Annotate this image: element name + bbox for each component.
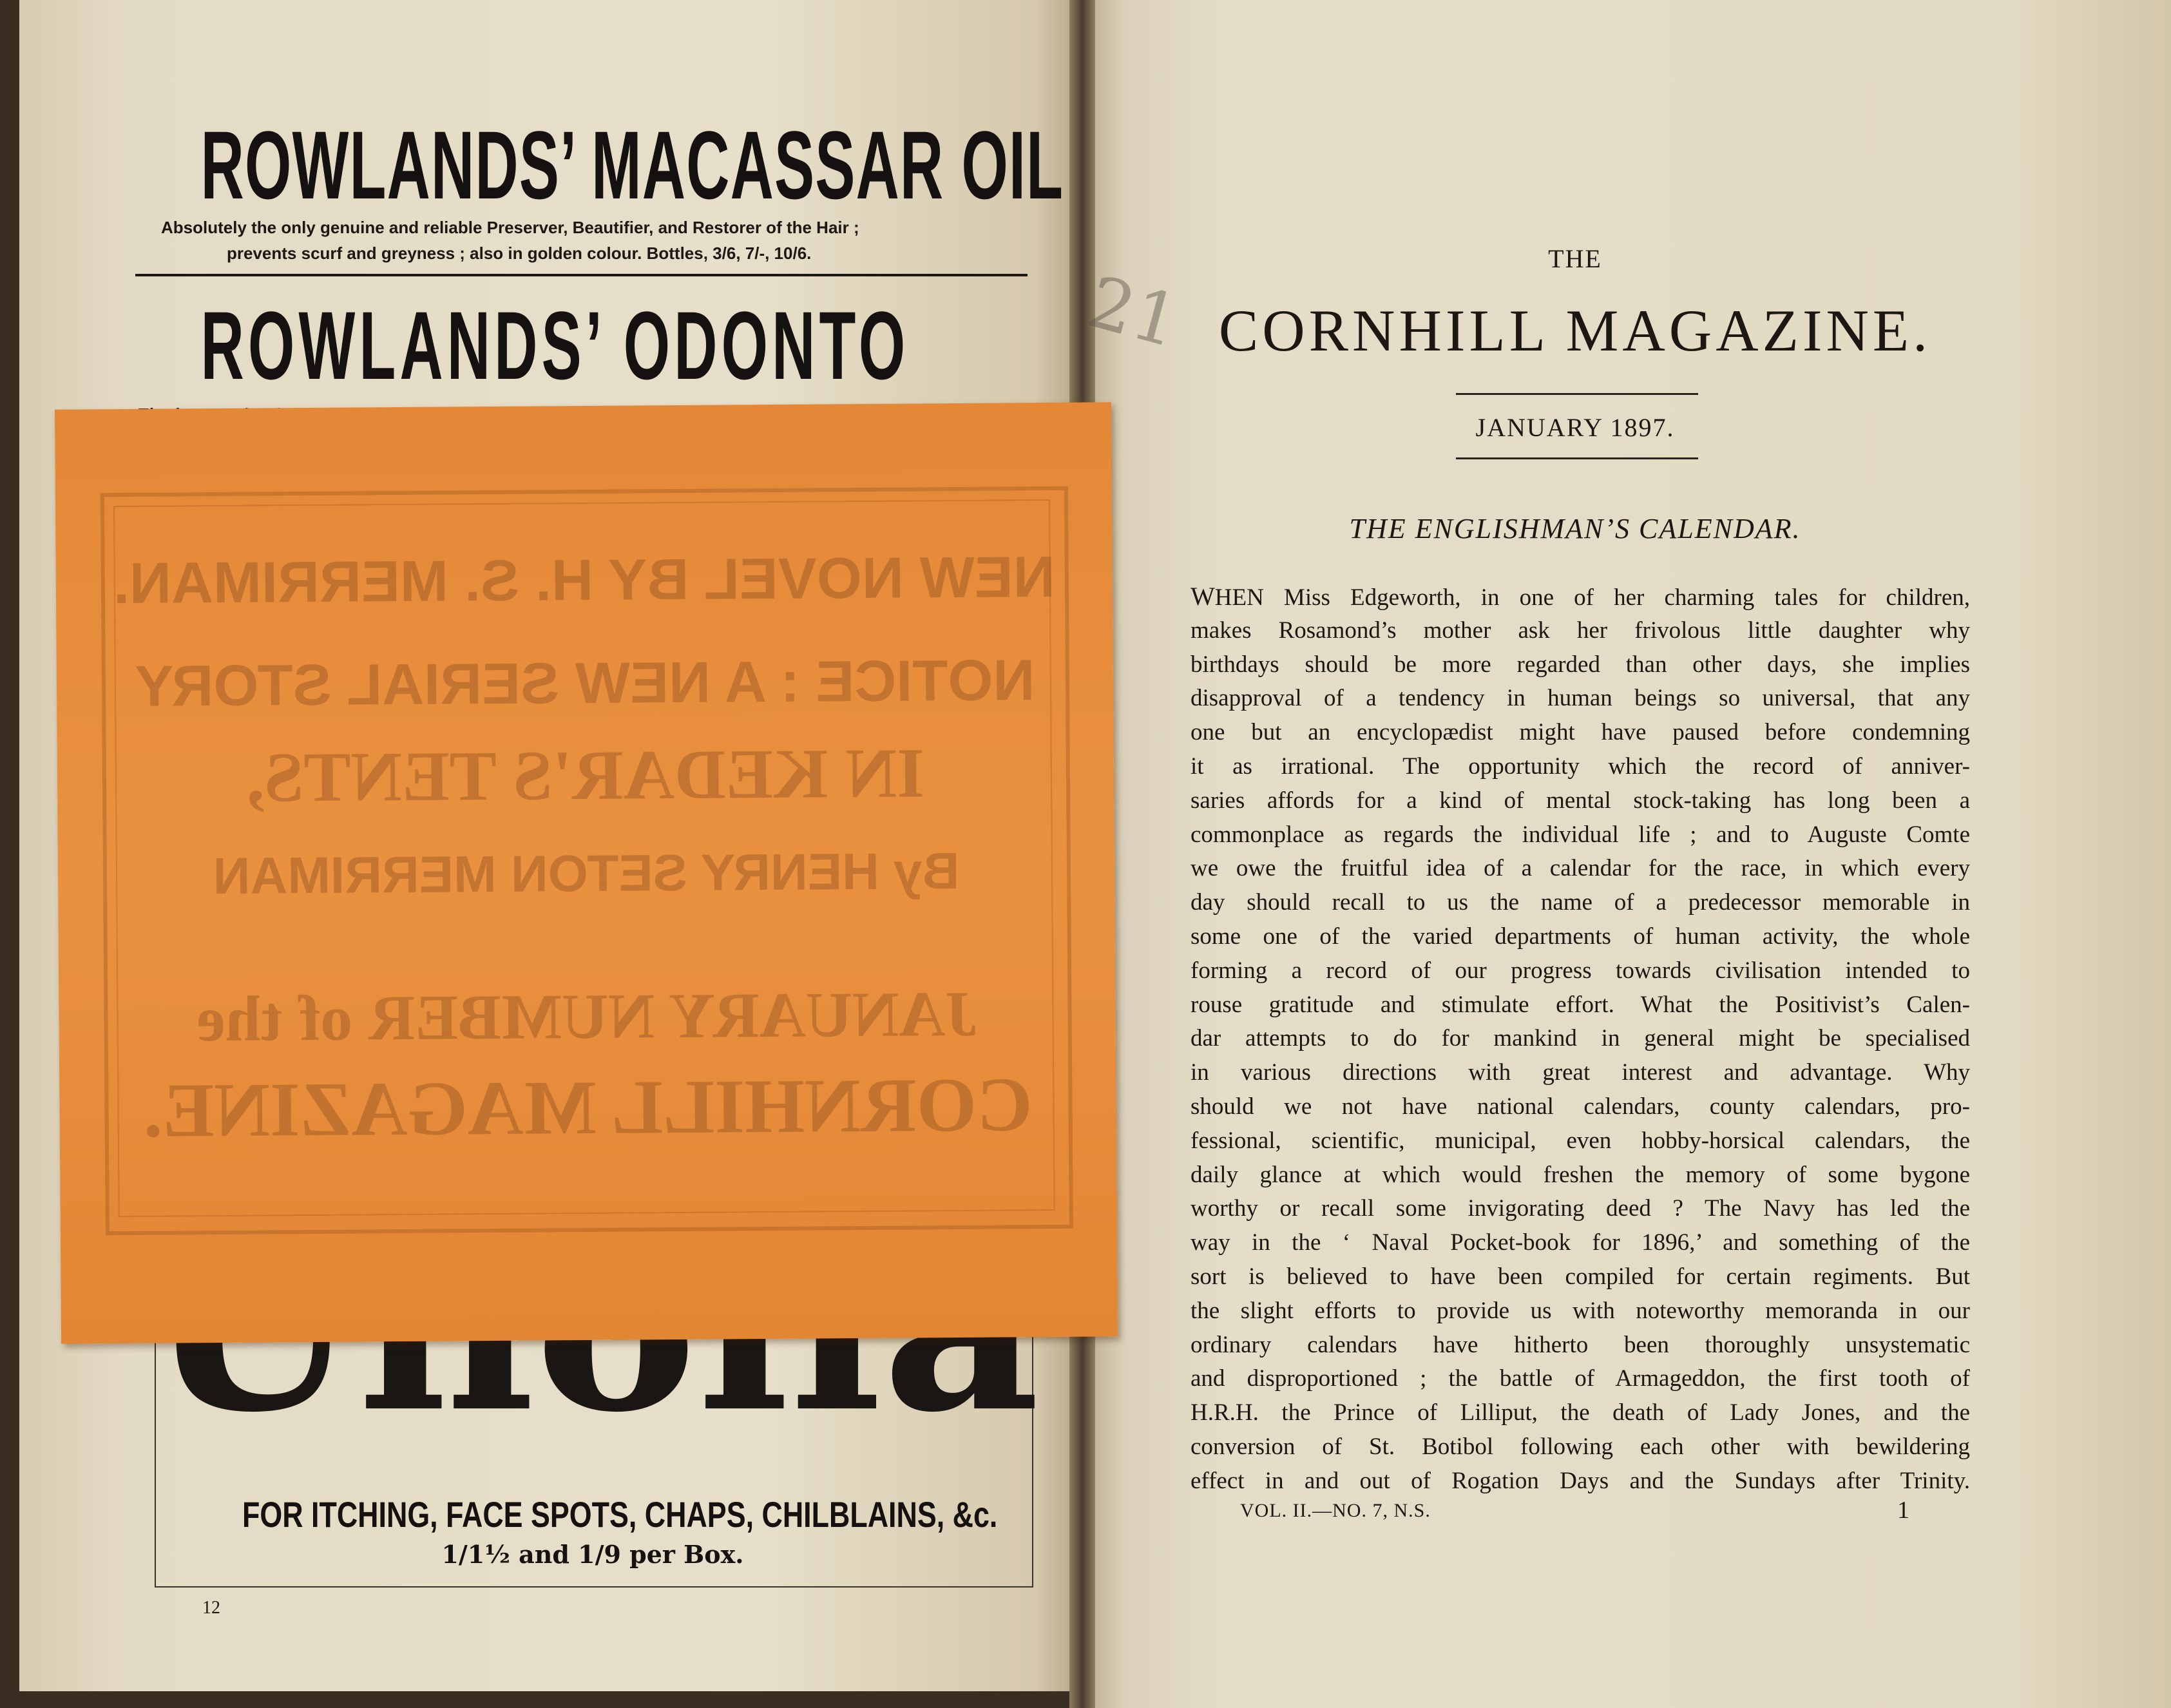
body-line: makes Rosamond’s mother ask her frivolous little daughter why xyxy=(1191,617,1970,644)
body-line: we owe the fruitful idea of a calendar for the race, in which every xyxy=(1191,855,1970,882)
slip-ghost-text: NOTICE : A NEW SERIAL STORY xyxy=(135,648,1035,719)
article-body xyxy=(1191,580,1970,1499)
body-line: WHEN Miss Edgeworth, in one of her charming tales for children, xyxy=(1191,582,1970,611)
body-line: and disproportioned ; the battle of Armageddon, the first tooth of xyxy=(1191,1365,1970,1392)
body-line: should we not have national calendars, county calendars, pro- xyxy=(1191,1093,1970,1120)
masthead-title: CORNHILL MAGAZINE. xyxy=(1218,298,1932,363)
body-line: some one of the varied departments of human activity, the whole xyxy=(1191,923,1970,950)
slip-ghost-text: CORNHILL MAGAZINE. xyxy=(142,1061,1033,1153)
body-line: H.R.H. the Prince of Lilliput, the death of Lady Jones, and the xyxy=(1191,1399,1970,1426)
body-line: commonplace as regards the individual life ; and to Auguste Comte xyxy=(1191,821,1970,848)
date-rule-top xyxy=(1456,393,1698,395)
body-line: daily glance at which would freshen the memory of some bygone xyxy=(1191,1161,1970,1188)
body-line: birthdays should be more regarded than other days, she implies xyxy=(1191,651,1970,678)
ad-divider xyxy=(135,274,1028,276)
article-heading: THE ENGLISHMAN’S CALENDAR. xyxy=(1349,513,1801,544)
body-line: forming a record of our progress towards civilisation intended to xyxy=(1191,957,1970,984)
issue-date: JANUARY 1897. xyxy=(1475,413,1675,442)
body-line: saries affords for a kind of mental stock-taking has long been a xyxy=(1191,787,1970,814)
pencil-mark: 21 xyxy=(1079,260,1189,363)
body-line: ordinary calendars have hitherto been thoroughly unsystematic xyxy=(1191,1331,1970,1358)
body-line: way in the ‘ Naval Pocket-book for 1896,’ and something of the xyxy=(1191,1229,1970,1256)
right-page-number: 1 xyxy=(1897,1497,1909,1524)
orange-insert-slip xyxy=(55,402,1118,1343)
body-line: day should recall to us the name of a predecessor memorable in xyxy=(1191,889,1970,916)
macassar-oil-title: ROWLANDS’ MACASSAR OIL xyxy=(200,111,1064,219)
body-line: dar attempts to do for mankind in general might be specialised xyxy=(1191,1025,1970,1052)
body-line: fessional, scientific, municipal, even hobby-horsical calendars, the xyxy=(1191,1127,1970,1154)
odonto-title: ROWLANDS’ ODONTO xyxy=(200,291,910,399)
volume-footer: VOL. II.—NO. 7, N.S. xyxy=(1240,1500,1431,1521)
body-line: conversion of St. Botibol following each other with bewildering xyxy=(1191,1433,1970,1460)
unola-line: FOR ITCHING, FACE SPOTS, CHAPS, CHILBLAINS, &c. xyxy=(242,1494,998,1535)
body-line: rouse gratitude and stimulate effort. What the Positivist’s Calen- xyxy=(1191,991,1970,1018)
body-line: in various directions with great interest and advantage. Why xyxy=(1191,1059,1970,1086)
body-line: it as irrational. The opportunity which the record of anniver- xyxy=(1191,753,1970,780)
left-page-number: 12 xyxy=(202,1598,220,1618)
macassar-oil-line-1: Absolutely the only genuine and reliable Preserver, Beautifier, and Restorer of the Hair ; xyxy=(161,218,859,237)
body-line: disapproval of a tendency in human beings so universal, that any xyxy=(1191,685,1970,712)
slip-ghost-text: IN KEDAR'S TENTS, xyxy=(246,733,925,817)
slip-ghost-text: NEW NOVEL BY H. S. MERRIMAN. xyxy=(113,544,1056,617)
slip-ghost-text: JANUARY NUMBER of the xyxy=(196,977,978,1055)
body-line: one but an encyclopædist might have paused before condemning xyxy=(1191,719,1970,746)
body-line: effect in and out of Rogation Days and the Sundays after Trinity. xyxy=(1191,1467,1970,1494)
date-rule-bottom xyxy=(1456,457,1698,459)
masthead-the: THE xyxy=(1548,244,1602,273)
body-line: worthy or recall some invigorating deed ? The Navy has led the xyxy=(1191,1195,1970,1222)
slip-ghost-text: By HENRY SETON MERRIMAN xyxy=(213,841,960,905)
macassar-oil-line-2: prevents scurf and greyness ; also in golden colour. Bottles, 3/6, 7/-, 10/6. xyxy=(227,244,812,263)
body-line: sort is believed to have been compiled for certain regiments. But xyxy=(1191,1263,1970,1290)
unola-price: 1/1½ and 1/9 per Box. xyxy=(441,1540,744,1569)
body-line: the slight efforts to provide us with noteworthy memoranda in our xyxy=(1191,1297,1970,1324)
